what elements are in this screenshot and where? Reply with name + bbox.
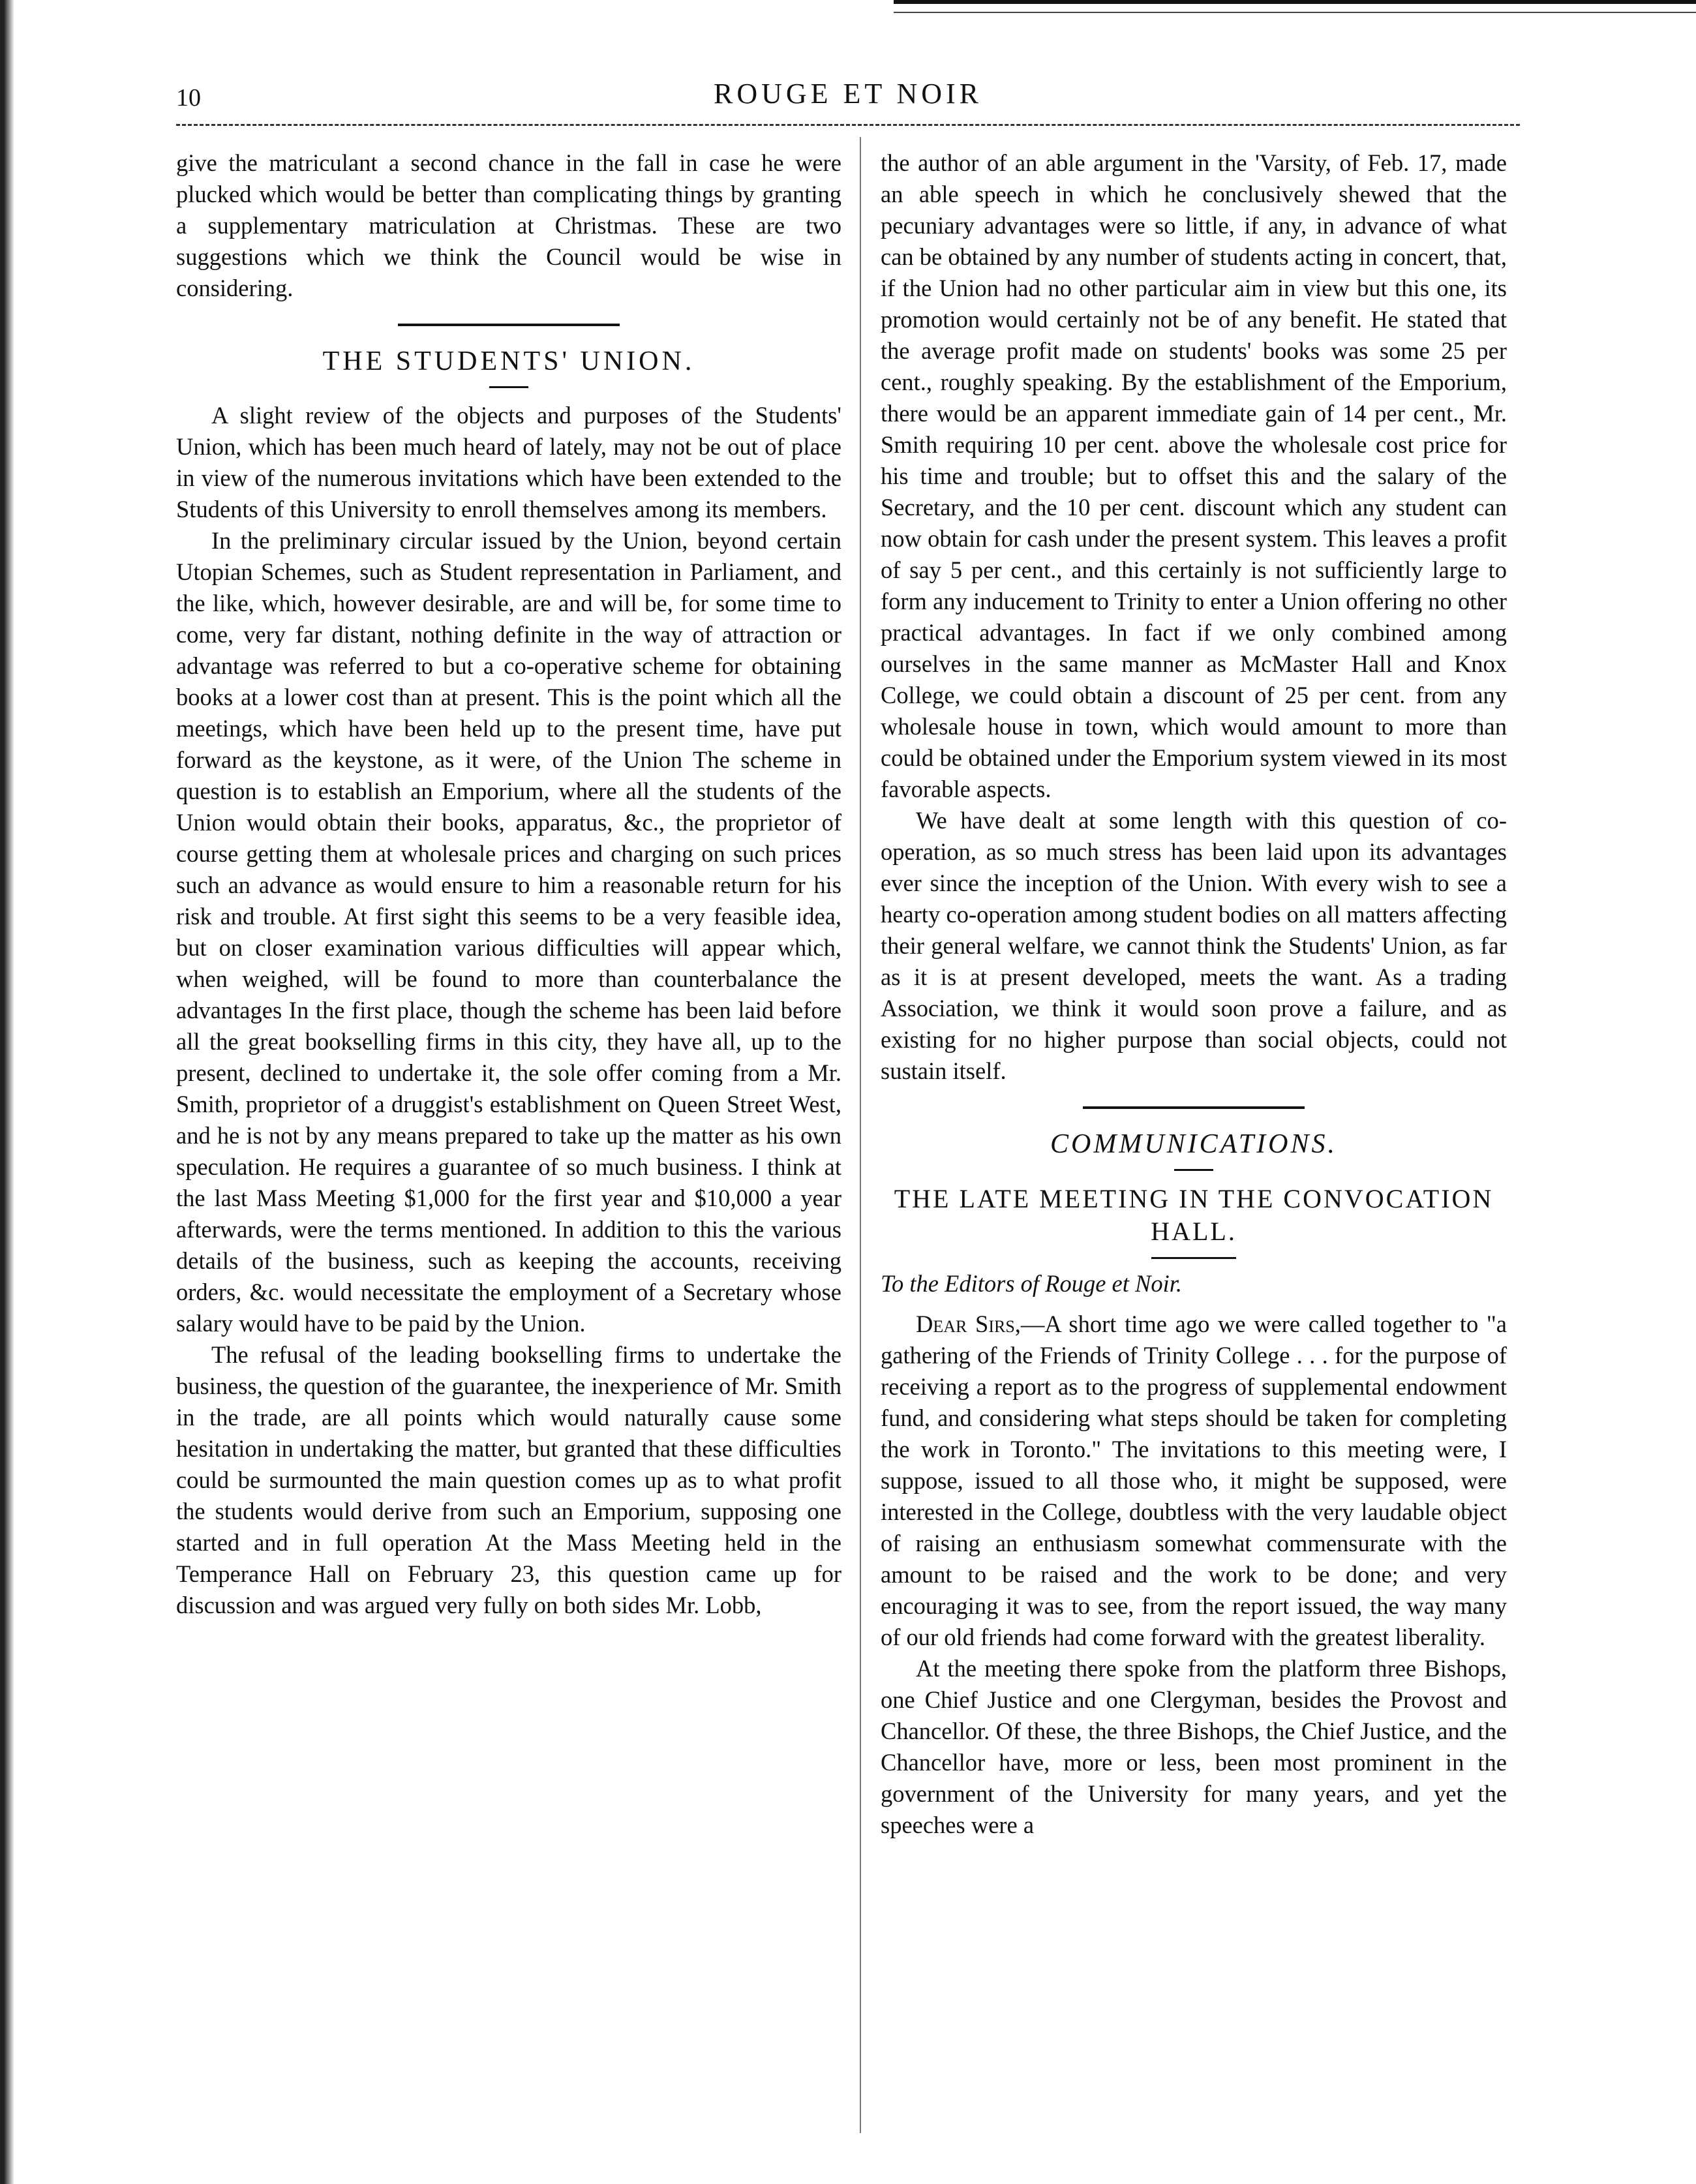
scan-binding-edge bbox=[0, 0, 14, 2184]
header-rule bbox=[176, 124, 1520, 126]
left-column bbox=[176, 147, 841, 1621]
article-heading: THE LATE MEETING IN THE CONVOCATION HALL. bbox=[894, 1184, 1494, 1246]
letter-body: —A short time ago we were called together to "a gathering of the Friends of Trinity College . . . for the purpose of receiving a report as to the progress of supplemental endowment fund, and considering what steps should be taken for completing the work in Toronto." The invitations to this meeting were, I suppose, issued to all those who, it might be supposed, were interested in the College, doubtless with the very laudable object of raising an enthusiasm somewhat commensurate with the amount to be raised and the work to be done; and very encouraging it was to see, from the report issued, the way many of our old friends had come forward with the greatest liberality. bbox=[881, 1311, 1507, 1650]
section-heading: COMMUNICATIONS. bbox=[1050, 1129, 1337, 1159]
paragraph: The refusal of the leading bookselling firms to undertake the business, the question of the guarantee, the inexperience of Mr. Smith in the trade, are all points which would naturally cause some hesitation in undertaking the matter, but granted that these difficulties could be surmounted the main question comes up as to what profit the students would derive from such an Emporium, supposing one started and in full operation At the Mass Meeting held in the Temperance Hall on February 23, this question came up for discussion and was argued very fully on both sides Mr. Lobb, bbox=[176, 1341, 841, 1618]
page-header bbox=[176, 77, 1520, 116]
section-heading: THE STUDENTS' UNION. bbox=[322, 346, 695, 376]
page-number: 10 bbox=[176, 84, 201, 112]
running-head: ROUGE ET NOIR bbox=[713, 78, 983, 110]
column-divider bbox=[860, 137, 861, 2133]
section-rule bbox=[398, 324, 620, 326]
scan-top-rule bbox=[894, 0, 1696, 4]
paragraph: A slight review of the objects and purposes of the Students' Union, which has been much heard of lately, may not be out of place in view of the numerous invitations which have been extended to the Students of this University to enroll themselves among its members. bbox=[176, 402, 841, 523]
section-rule bbox=[1083, 1106, 1305, 1109]
paragraph: We have dealt at some length with this question of co-operation, as so much stress has been laid upon its advantages ever since the inception of the Union. With every wish to see a hearty co-operation among student bodies on all matters affecting their general welfare, we cannot think the Students' Union, as far as it is at present developed, meets the want. As a trading Association, we think it would soon prove a failure, and as existing for no higher purpose than social objects, could not sustain itself. bbox=[881, 807, 1507, 1084]
scan-top-rule-thin bbox=[894, 12, 1696, 13]
paragraph: the author of an able argument in the 'Varsity, of Feb. 17, made an able speech in which he conclusively shewed that the pecuniary advantages were so little, if any, in advance of what can be obtained by any number of students acting in concert, that, if the Union had no other particular aim in view but this one, its promotion would certainly not be of any benefit. He stated that the average profit made on students' books was some 25 per cent., roughly speaking. By the establishment of the Emporium, there would be an apparent immediate gain of 14 per cent., Mr. Smith requiring 10 per cent. above the wholesale cost price for his time and trouble; but to offset this and the salary of the Secretary, and the 10 per cent. discount which any student can now obtain for cash under the present system. This leaves a profit of say 5 per cent., and this certainly is not sufficiently large to form any inducement to Trinity to enter a Union offering no other practical advantages. In fact if we only combined among ourselves in the same manner as McMaster Hall and Knox College, we could obtain a discount of 25 per cent. from any wholesale house in town, which would amount to more than could be obtained under the Emporium system viewed in its most favorable aspects. bbox=[881, 149, 1507, 802]
heading-dash bbox=[489, 386, 528, 388]
salutation: Dear Sirs, bbox=[916, 1311, 1021, 1337]
paragraph: give the matriculant a second chance in the fall in case he were plucked which would be better than complicating things by granting a supplementary matriculation at Christmas. These are two suggestions which we think the Council would be wise in considering. bbox=[176, 149, 841, 301]
heading-dash bbox=[1174, 1169, 1213, 1171]
article-rule bbox=[1151, 1257, 1236, 1259]
letter-paragraph bbox=[881, 1309, 1507, 1653]
address-line: To the Editors of Rouge et Noir. bbox=[881, 1270, 1183, 1297]
paragraph: At the meeting there spoke from the platform three Bishops, one Chief Justice and one Clergyman, besides the Provost and Chancellor. Of these, the three Bishops, the Chief Justice, and the Chancellor have, more or less, been most prominent in the government of the University for many years, and yet the speeches were a bbox=[881, 1655, 1507, 1838]
right-column bbox=[881, 147, 1507, 1841]
paragraph: In the preliminary circular issued by the Union, beyond certain Utopian Schemes, such as Student representation in Parliament, and the like, which, however desirable, are and will be, for some time to come, very far distant, nothing definite in the way of attraction or advantage was referred to but a co-operative scheme for obtaining books at a lower cost than at present. This is the point which all the meetings, which have been held up to the present time, have put forward as the keystone, as it were, of the Union The scheme in question is to establish an Emporium, where all the students of the Union would obtain their books, apparatus, &c., the proprietor of course getting them at wholesale prices and charging on such prices such an advance as would ensure to him a reasonable return for his risk and trouble. At first sight this seems to be a very feasible idea, but on closer examination various difficulties will appear which, when weighed, will be found to more than counterbalance the advantages In the first place, though the scheme has been laid before all the great bookselling firms in this city, they have all, up to the present, declined to undertake it, the sole offer coming from a Mr. Smith, proprietor of a druggist's establishment on Queen Street West, and he is not by any means prepared to take up the matter as his own speculation. He requires a guarantee of so much business. I think at the last Mass Meeting $1,000 for the first year and $10,000 a year afterwards, were the terms mentioned. In addition to this the various details of the business, such as keeping the accounts, receiving orders, &c. would necessitate the employment of a Secretary whose salary would have to be paid by the Union. bbox=[176, 527, 841, 1337]
